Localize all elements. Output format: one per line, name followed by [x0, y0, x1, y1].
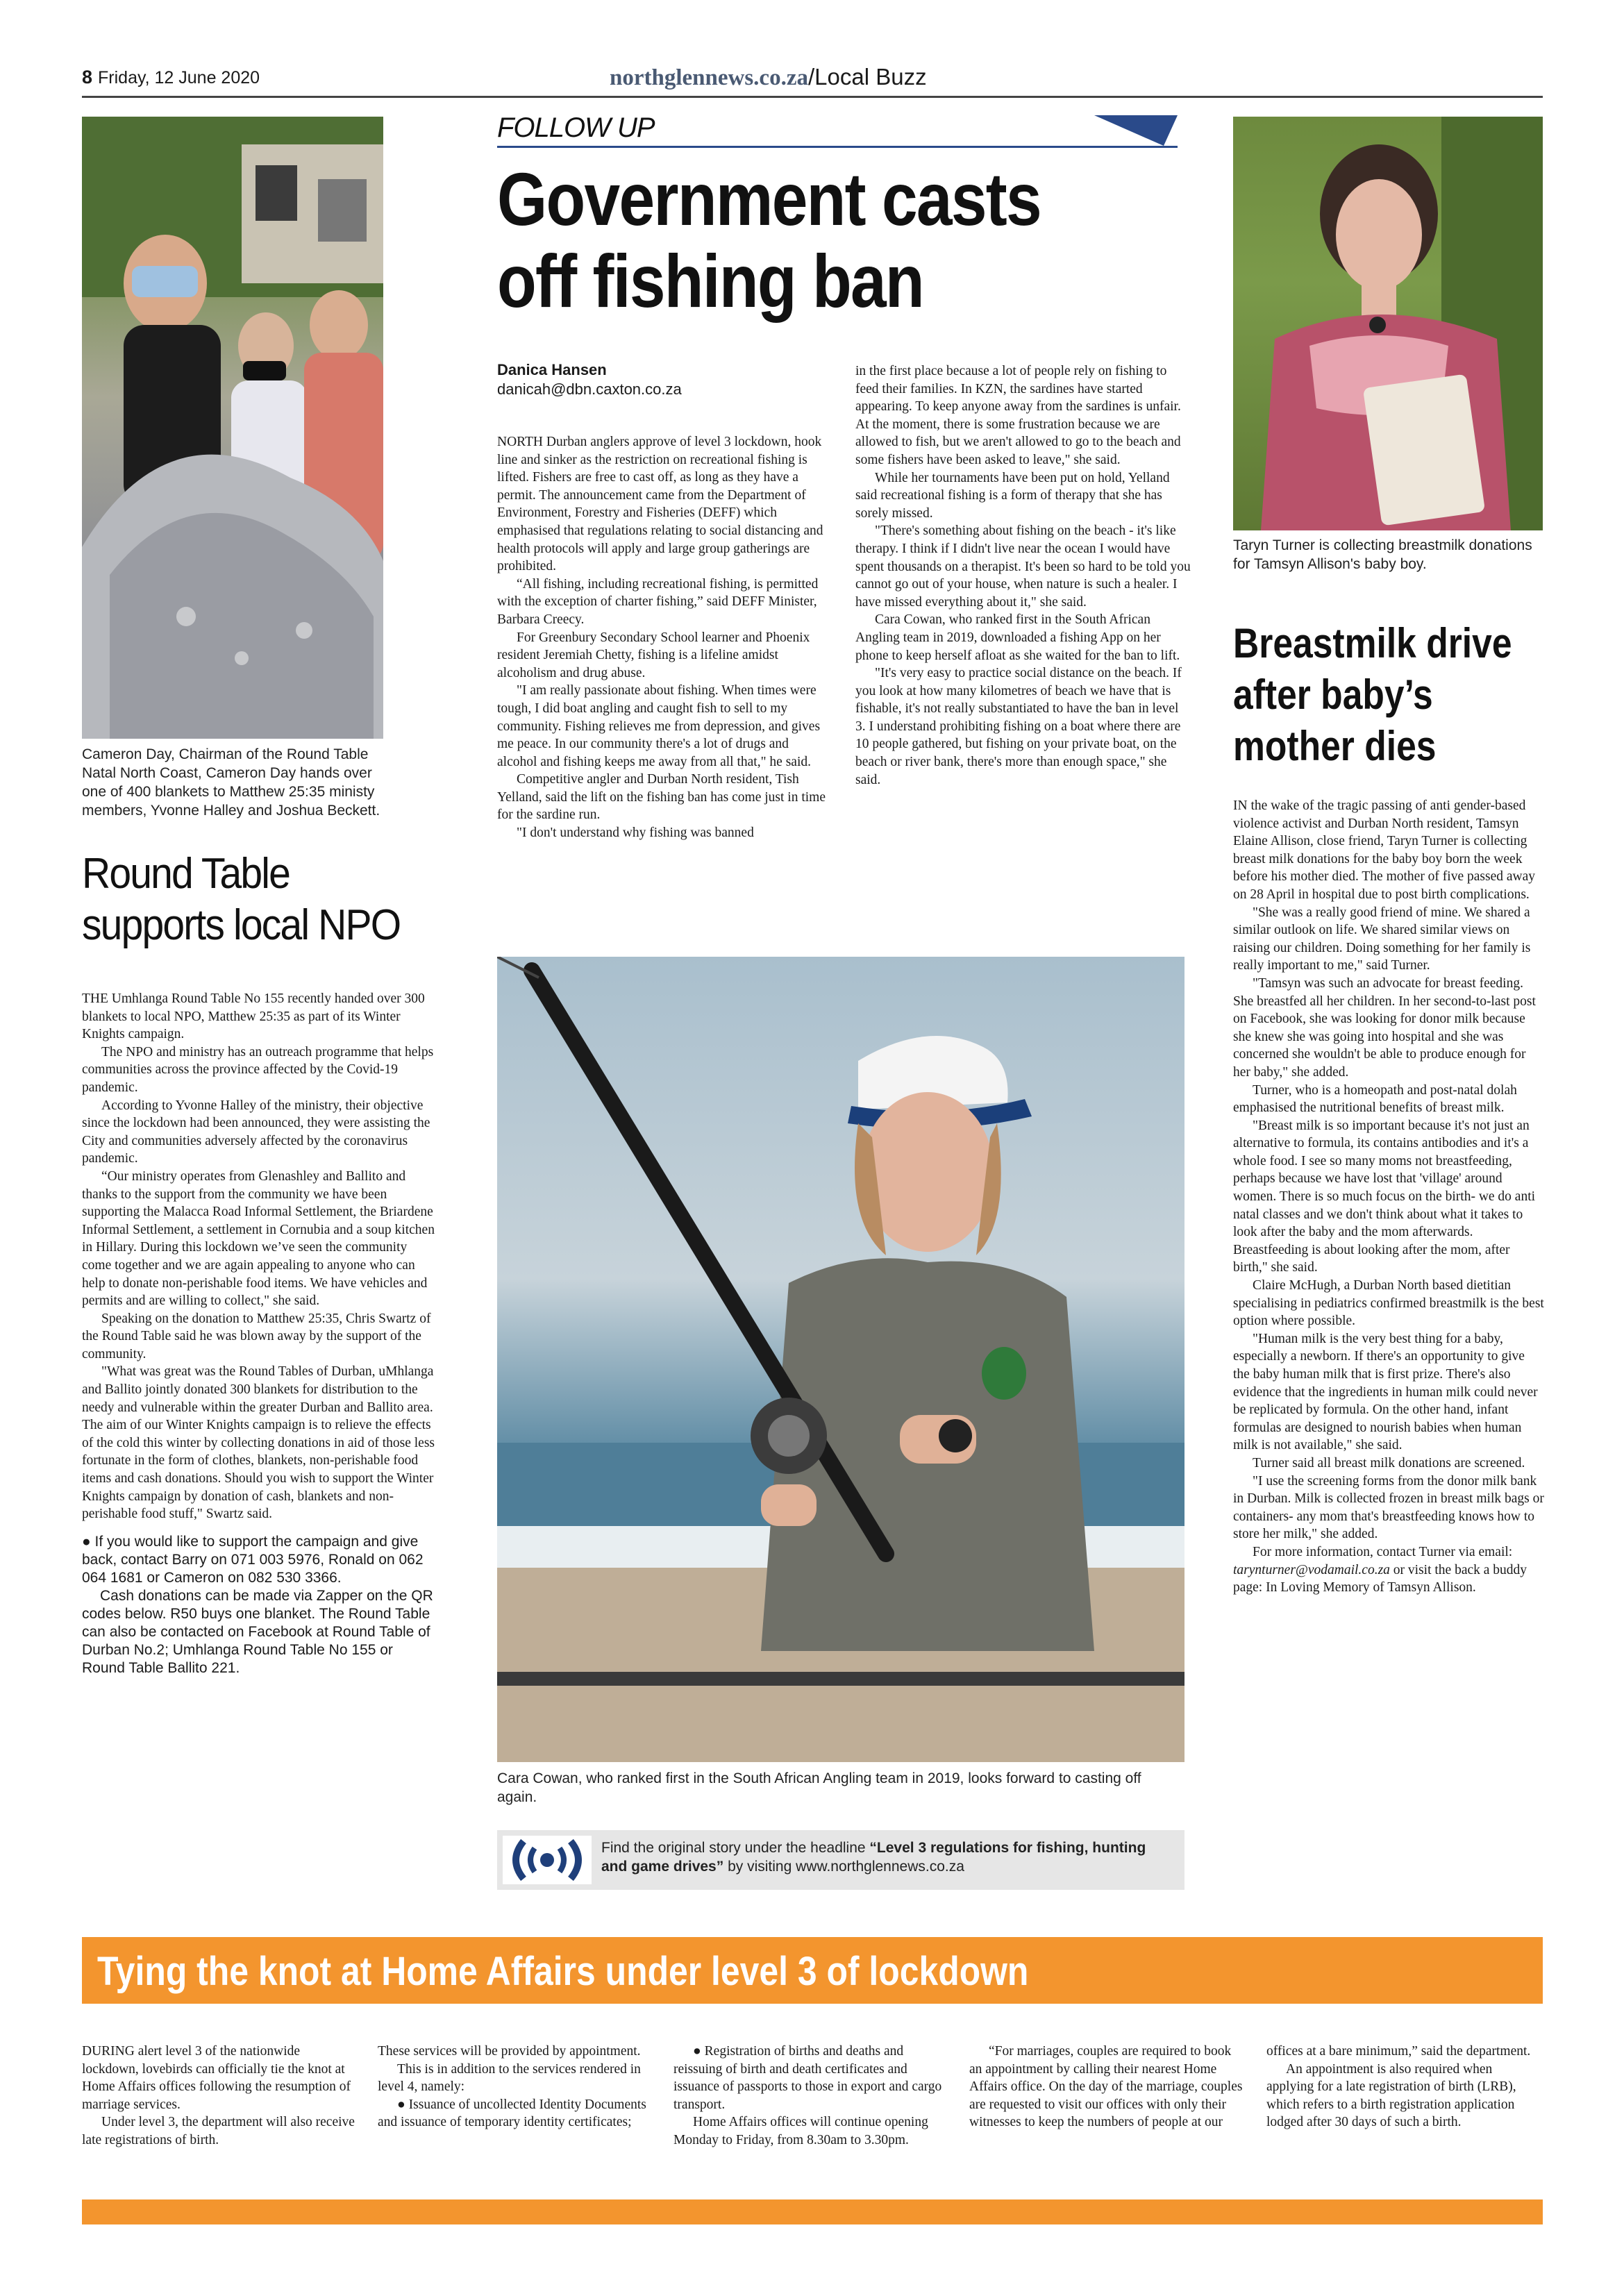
home-affairs-paragraph: ● Registration of births and deaths and reissuing of birth and death certificates and issuance of passports to those in export and cargo transport.: [673, 2044, 942, 2112]
home-affairs-paragraph: “For marriages, couples are required to book an appointment by calling their nearest Home Affairs office. On the day of the marriage, couples are requested to visit our offices with only their witnesses to keep the numbers of people at our: [969, 2044, 1243, 2130]
fishing-paragraph: "I don't understand why fishing was banned: [517, 826, 754, 841]
fishing-kicker: FOLLOW UP: [497, 112, 655, 143]
round-table-headline-line1: Round Table: [82, 850, 290, 898]
contact-prefix: For more information, contact Turner via email:: [1253, 1544, 1513, 1559]
round-table-photo-illustration: [82, 117, 383, 739]
breastmilk-headline-line1: Breastmilk drive: [1233, 620, 1512, 667]
home-affairs-paragraph: An appointment is also required when applying for a late registration of birth (LRB), which refers to a birth registration application lodged after 30 days of such a birth.: [1266, 2061, 1516, 2130]
contact-suffix: or visit the back a buddy page: In Loving Memory of Tamsyn Allison.: [1233, 1562, 1527, 1595]
site-name[interactable]: northglennews.co.za: [610, 65, 808, 90]
breastmilk-paragraph: Turner, who is a homeopath and post-natal dolah emphasised the nutritional benefits of breast milk.: [1233, 1082, 1517, 1116]
home-affairs-col4: [969, 2043, 1243, 2131]
breastmilk-body: [1233, 797, 1544, 1597]
fishing-body-col2: [855, 362, 1191, 789]
round-table-cash-info: Cash donations can be made via Zapper on the QR codes below. R50 buys one blanket. The Round Table can also be contacted on Facebook at Round Table of Durban No.2; Umhlanga Round Table No 155 or Round Table Ballito 221.: [82, 1587, 433, 1676]
promo-prefix: Find the original story under the headline: [601, 1840, 870, 1856]
breastmilk-headline-line2: after baby’s: [1233, 671, 1433, 718]
round-table-contact-info: ● If you would like to support the campaign and give back, contact Barry on 071 003 5976, Ronald on 062 064 1681 or Cameron on 082 530 3366.: [82, 1533, 424, 1586]
fishing-paragraph: For Greenbury Secondary School learner and Phoenix resident Jeremiah Chetty, fishing is a lifeline amidst alcoholism and drug abuse.: [497, 630, 810, 680]
breastmilk-paragraph: "She was a really good friend of mine. We shared a similar outlook on life. We shared similar views on raising our children. Doing something for her family is really important to me," said Turner.: [1233, 905, 1531, 973]
round-table-photo: [82, 117, 383, 739]
home-affairs-paragraph: Home Affairs offices will continue opening Monday to Friday, from 8.30am to 3.30pm.: [673, 2115, 928, 2147]
round-table-paragraph: THE Umhlanga Round Table No 155 recently handed over 300 blankets to local NPO, Matthew 25:35 as part of its Winter Knights campaign.: [82, 991, 425, 1042]
cara-cowan-illustration: [497, 957, 1184, 1762]
round-table-paragraph: "What was great was the Round Tables of Durban, uMhlanga and Ballito jointly donated 300 blankets for distribution to the needy and vulnerable within the greater Durban and Ballito area. The aim of our Winter Knights campaign is to relieve the effects of the cold this winter by collecting donations in aid of those less fortunate in the form of clothes, blankets, non-perishable food items and cash donations. Should you wish to support the Winter Knights campaign by donation of cash, blankets and non-perishable food stuff," Swartz said.: [82, 1364, 435, 1522]
page-number: 8: [82, 67, 93, 87]
kicker-triangle-icon: [1094, 115, 1178, 146]
page-info: [82, 67, 260, 88]
taryn-turner-photo: [1233, 117, 1543, 530]
round-table-headline-line2: supports local NPO: [82, 901, 401, 949]
footer-bar: [82, 2199, 1543, 2224]
fishing-body-col1: [497, 433, 832, 842]
round-table-paragraph: Speaking on the donation to Matthew 25:35, Chris Swartz of the Round Table said he was blown away by the support of the community.: [82, 1311, 431, 1361]
fishing-paragraph: in the first place because a lot of people rely on fishing to feed their families. In KZN, the sardines have started appearing. To keep anyone away from the sardines is unfair. At the moment, there is some frustration because we are allowed to fish, but we aren't allowed to go to the beach and some fishers have been asked to leave," she said.: [855, 364, 1181, 467]
fishing-headline-line2: off fishing ban: [497, 239, 923, 323]
fishing-paragraph: "I am really passionate about fishing. When times were tough, I did boat angling and caught fish to sell to my community. Fishing relieves me from depression, and gives me peace. In our community there's a lot of drugs and alcohol and fishing keeps me away from all that," he said.: [497, 683, 821, 769]
breastmilk-paragraph: IN the wake of the tragic passing of anti gender-based violence activist and Durban North resident, Tamsyn Elaine Allison, close friend, Taryn Turner is collecting breast milk donations for the baby boy born the week before his mother died. The mother of five passed away on 28 April in hospital due to post birth complications.: [1233, 798, 1535, 902]
breastmilk-paragraph: "I use the screening forms from the donor milk bank in Durban. Milk is collected frozen in breast milk bags or containers- any mom that's breastfeeding knows how to store her milk," she added.: [1233, 1473, 1544, 1542]
home-affairs-banner: [82, 1937, 1543, 2004]
home-affairs-col3: [673, 2043, 947, 2150]
home-affairs-col1: [82, 2043, 355, 2150]
round-table-caption: Cameron Day, Chairman of the Round Table Natal North Coast, Cameron Day hands over one of 400 blankets to Matthew 25:35 ministy members, Yvonne Halley and Joshua Beckett.: [82, 746, 380, 819]
promo-headline[interactable]: “Level 3 regulations for fishing, hunting and game drives”: [601, 1840, 1146, 1875]
home-affairs-paragraph: DURING alert level 3 of the nationwide lockdown, lovebirds can officially tie the knot at Home Affairs offices following the resumption of marriage services.: [82, 2044, 351, 2112]
breastmilk-headline-line3: mother dies: [1233, 723, 1437, 769]
round-table-body: [82, 990, 435, 1677]
breastmilk-headline: [1233, 618, 1543, 772]
fishing-paragraph: “All fishing, including recreational fishing, is permitted with the exception of charter fishing,” said DEFF Minister, Barbara Creecy.: [497, 576, 819, 627]
home-affairs-paragraph: Under level 3, the department will also receive late registrations of birth.: [82, 2115, 355, 2147]
fishing-headline: [497, 158, 1041, 322]
cara-cowan-photo: [497, 957, 1184, 1762]
fishing-paragraph: Competitive angler and Durban North resident, Tish Yelland, said the lift on the fishing ban has come just in time for the sardine run.: [497, 772, 826, 823]
taryn-turner-illustration: [1233, 117, 1543, 530]
home-affairs-paragraph: offices at a bare minimum,” said the department.: [1266, 2044, 1531, 2059]
cara-cowan-caption: Cara Cowan, who ranked first in the South African Angling team in 2019, looks forward to casting off again.: [497, 1770, 1141, 1805]
taryn-turner-caption: Taryn Turner is collecting breastmilk donations for Tamsyn Allison's baby boy.: [1233, 537, 1532, 572]
breastmilk-paragraph: "Tamsyn was such an advocate for breast feeding. She breastfed all her children. In her second-to-last post on Facebook, she was looking for donor milk because she knew she was going into hospital and she was concerned she wouldn't be able to produce enough for her baby," she added.: [1233, 975, 1536, 1080]
broadcast-icon: [503, 1836, 592, 1884]
promo-box[interactable]: [497, 1830, 1184, 1890]
home-affairs-headline: Tying the knot at Home Affairs under level 3 of lockdown: [97, 1949, 1029, 1994]
site-masthead: [610, 64, 927, 91]
home-affairs-paragraph: ● Issuance of uncollected Identity Documents and issuance of temporary identity certificates;: [378, 2097, 646, 2130]
breastmilk-paragraph: Turner said all breast milk donations are screened.: [1253, 1455, 1525, 1470]
home-affairs-col2: [378, 2043, 651, 2131]
byline-email[interactable]: danicah@dbn.caxton.co.za: [497, 380, 682, 398]
fishing-paragraph: Cara Cowan, who ranked first in the South African Angling team in 2019, downloaded a fishing App on her phone to keep herself afloat as she waited for the ban to lift.: [855, 612, 1180, 663]
fishing-paragraph: "It's very easy to practice social distance on the beach. If you look at how many kilometres of beach we have that is fishable, it's not really substantiated to have the ban in level 3. I understand prohibiting fishing on a boat where there are 10 people gathered, but fishing on your private boat, on the beach or river bank, there's more than enough space," she said.: [855, 666, 1182, 787]
fishing-paragraph: NORTH Durban anglers approve of level 3 lockdown, hook line and sinker as the restriction on recreational fishing is lifted. Fishers are free to cast off, as long as they have a permit. The announcement came from the Department of Environment, Forestry and Fisheries (DEFF) which emphasised that regulations relating to social distancing and health protocols will apply and large group gatherings are prohibited.: [497, 435, 823, 574]
contact-email[interactable]: tarynturner@vodamail.co.za: [1233, 1562, 1390, 1577]
page-date: Friday, 12 June 2020: [98, 68, 260, 87]
promo-suffix[interactable]: by visiting www.northglennews.co.za: [723, 1859, 964, 1875]
breastmilk-paragraph: "Breast milk is so important because it's not just an alternative to formula, its contains antibodies and it's a whole food. I see so many moms not breastfeeding, perhaps because we have lost that 'village' around women. There is so much focus on the birth- we do anti natal classes and we don't think about what it takes to look after the baby and the mom afterwards. Breastfeeding is about looking after the mom, after birth," she said.: [1233, 1118, 1536, 1275]
home-affairs-paragraph: This is in addition to the services rendered in level 4, namely:: [378, 2061, 641, 2095]
header-rule: [82, 96, 1543, 98]
breastmilk-contact: [1233, 1543, 1544, 1597]
round-table-paragraph: “Our ministry operates from Glenashley and Ballito and thanks to the support from the community we have been supporting the Malacca Road Informal Settlement, the Briardene Informal Settlement, a settlement in Cornubia and a soup kitchen in Hillary. During this lockdown we’ve seen the community come together and we are again appealing to anyone who can help to donate non-perishable food items. We have vehicles and permits and are willing to collect," she said.: [82, 1168, 435, 1309]
round-table-headline: [82, 848, 401, 951]
home-affairs-col5: [1266, 2043, 1543, 2131]
kicker-rule: [497, 146, 1178, 148]
fishing-paragraph: While her tournaments have been put on hold, Yelland said recreational fishing is a form of therapy that she has sorely missed.: [855, 470, 1170, 521]
promo-text: [601, 1838, 1171, 1876]
fishing-headline-line1: Government casts: [497, 157, 1041, 241]
section-name: /Local Buzz: [807, 64, 927, 90]
page-header: [82, 64, 1543, 99]
round-table-paragraph: According to Yvonne Halley of the ministry, their objective since the lockdown had been announced, they were assisting the City and communities adversely affected by the coronavirus pandemic.: [82, 1098, 430, 1166]
breastmilk-paragraph: Claire McHugh, a Durban North based dietitian specialising in pediatrics confirmed breastmilk is the best option where possible.: [1233, 1278, 1544, 1329]
byline-name: Danica Hansen: [497, 361, 607, 378]
home-affairs-paragraph: These services will be provided by appointment.: [378, 2044, 641, 2059]
fishing-paragraph: "There's something about fishing on the beach - it's like therapy. I think if I didn't live near the ocean I would have spent thousands on a therapist. It's been so hard to be told you cannot go out of your house, when nature is such a healer. I have missed everything about it," she said.: [855, 523, 1191, 610]
breastmilk-paragraph: "Human milk is the very best thing for a baby, especially a newborn. If there's an opportunity to give the baby human milk that is first prize. There's also evidence that the ingredients in human milk could never be replicated by formula. On the other hand, infant formulas are designed to nourish babies when human milk is not available," she said.: [1233, 1331, 1538, 1453]
round-table-paragraph: The NPO and ministry has an outreach programme that helps communities across the province affected by the Covid-19 pandemic.: [82, 1044, 434, 1095]
